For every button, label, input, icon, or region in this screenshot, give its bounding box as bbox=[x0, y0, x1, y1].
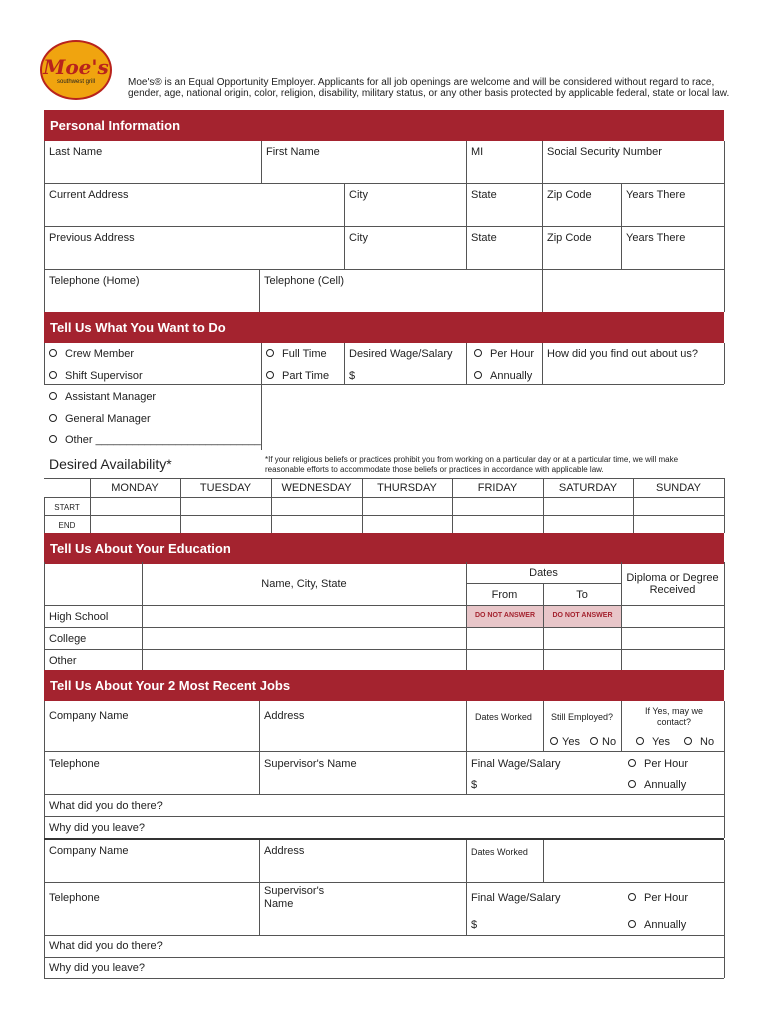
name-city-state-label: Name, City, State bbox=[261, 578, 347, 590]
job1-company-field[interactable]: Company Name bbox=[49, 710, 129, 722]
current-zip-field[interactable]: Zip Code bbox=[547, 189, 592, 201]
job2-what-did-field[interactable]: What did you do there? bbox=[49, 940, 163, 952]
availability-title: Desired Availability* bbox=[49, 456, 172, 472]
job1-final-wage-input[interactable]: $ bbox=[471, 779, 478, 791]
radio-icon bbox=[49, 349, 57, 357]
current-state-field[interactable]: State bbox=[471, 189, 497, 201]
day-tuesday: TUESDAY bbox=[199, 482, 252, 494]
job1-annually-option[interactable]: Annually bbox=[628, 779, 686, 792]
first-name-field[interactable]: First Name bbox=[266, 146, 320, 158]
previous-zip-field[interactable]: Zip Code bbox=[547, 232, 592, 244]
from-label: From bbox=[491, 589, 518, 601]
previous-address-field[interactable]: Previous Address bbox=[49, 232, 135, 244]
job1-address-field[interactable]: Address bbox=[264, 710, 305, 722]
job2-why-leave-field[interactable]: Why did you leave? bbox=[49, 962, 145, 974]
radio-icon bbox=[628, 893, 636, 901]
job2-dates-worked-field[interactable]: Dates Worked bbox=[471, 847, 528, 857]
how-find-field[interactable]: How did you find out about us? bbox=[547, 348, 699, 360]
logo-brand: Moe's bbox=[43, 55, 109, 79]
position-assistant-manager[interactable]: Assistant Manager bbox=[49, 391, 156, 404]
do-not-answer-from: DO NOT ANSWER bbox=[467, 606, 543, 627]
day-friday: FRIDAY bbox=[477, 482, 518, 494]
do-not-answer-to: DO NOT ANSWER bbox=[544, 606, 621, 627]
personal-info-header bbox=[44, 110, 724, 141]
job1-final-wage-label: Final Wage/Salary bbox=[471, 758, 561, 770]
job2-final-wage-input[interactable]: $ bbox=[471, 919, 478, 931]
full-time-option[interactable]: Full Time bbox=[266, 348, 327, 361]
dates-label: Dates bbox=[529, 567, 558, 579]
radio-icon bbox=[474, 349, 482, 357]
education-title: Tell Us About Your Education bbox=[50, 541, 231, 556]
previous-state-field[interactable]: State bbox=[471, 232, 497, 244]
telephone-cell-field[interactable]: Telephone (Cell) bbox=[264, 275, 345, 287]
current-years-field[interactable]: Years There bbox=[626, 189, 686, 201]
desired-wage-label: Desired Wage/Salary bbox=[349, 348, 453, 360]
job1-per-hour-option[interactable]: Per Hour bbox=[628, 758, 688, 771]
day-sunday: SUNDAY bbox=[655, 482, 702, 494]
radio-icon bbox=[550, 737, 558, 745]
job1-dates-worked-field[interactable]: Dates Worked bbox=[475, 712, 532, 722]
job2-final-wage-label: Final Wage/Salary bbox=[471, 892, 561, 904]
day-wednesday: WEDNESDAY bbox=[281, 482, 352, 494]
last-name-field[interactable]: Last Name bbox=[49, 146, 103, 158]
desired-wage-input[interactable]: $ bbox=[349, 370, 356, 382]
radio-icon bbox=[636, 737, 644, 745]
mi-field[interactable]: MI bbox=[471, 146, 484, 158]
current-city-field[interactable]: City bbox=[349, 189, 368, 201]
end-label: END bbox=[58, 521, 76, 530]
jobs-header bbox=[44, 670, 724, 701]
job1-telephone-field[interactable]: Telephone bbox=[49, 758, 100, 770]
radio-icon bbox=[628, 920, 636, 928]
job2-company-field[interactable]: Company Name bbox=[49, 845, 129, 857]
wage-per-hour-option[interactable]: Per Hour bbox=[474, 348, 534, 361]
education-row-college: College bbox=[49, 633, 87, 645]
education-row-high-school: High School bbox=[49, 611, 109, 623]
radio-icon bbox=[49, 435, 57, 443]
logo-tagline: southwest grill bbox=[56, 79, 95, 85]
position-general-manager[interactable]: General Manager bbox=[49, 413, 151, 426]
radio-icon bbox=[590, 737, 598, 745]
job1-contact-no[interactable]: No bbox=[684, 736, 714, 749]
job2-per-hour-option[interactable]: Per Hour bbox=[628, 892, 688, 905]
job2-address-field[interactable]: Address bbox=[264, 845, 305, 857]
radio-icon bbox=[266, 371, 274, 379]
want-header bbox=[44, 312, 724, 343]
telephone-home-field[interactable]: Telephone (Home) bbox=[49, 275, 140, 287]
position-crew-member[interactable]: Crew Member bbox=[49, 348, 134, 361]
education-header bbox=[44, 533, 724, 564]
day-monday: MONDAY bbox=[111, 482, 159, 494]
job1-why-leave-field[interactable]: Why did you leave? bbox=[49, 822, 145, 834]
previous-years-field[interactable]: Years There bbox=[626, 232, 686, 244]
job1-still-employed-no[interactable]: No bbox=[590, 736, 616, 749]
personal-info-title: Personal Information bbox=[50, 118, 181, 133]
job1-may-contact-label: If Yes, may we contact? bbox=[644, 706, 704, 727]
radio-icon bbox=[49, 392, 57, 400]
job2-annually-option[interactable]: Annually bbox=[628, 919, 686, 932]
radio-icon bbox=[628, 759, 636, 767]
intro-line-2: gender, age, national origin, color, religion, disability, military status, or any other basis protected by applicable federal, state or local law. bbox=[128, 88, 730, 99]
job1-still-employed-label: Still Employed? bbox=[551, 712, 614, 722]
radio-icon bbox=[474, 371, 482, 379]
job1-contact-yes[interactable]: Yes bbox=[636, 736, 670, 749]
job2-supervisor-field[interactable]: Supervisor's Name bbox=[264, 885, 325, 910]
job1-what-did-field[interactable]: What did you do there? bbox=[49, 800, 163, 812]
start-label: START bbox=[54, 503, 80, 512]
current-address-field[interactable]: Current Address bbox=[49, 189, 129, 201]
radio-icon bbox=[49, 414, 57, 422]
radio-icon bbox=[628, 780, 636, 788]
intro-line-1: Moe's® is an Equal Opportunity Employer. Applicants for all job openings are welcome and will be considered without regard to race, bbox=[128, 77, 715, 88]
education-row-other: Other bbox=[49, 655, 77, 667]
radio-icon bbox=[684, 737, 692, 745]
moes-logo bbox=[40, 40, 112, 100]
wage-annually-option[interactable]: Annually bbox=[474, 370, 532, 383]
previous-city-field[interactable]: City bbox=[349, 232, 368, 244]
position-other[interactable]: Other ___________________________ bbox=[49, 434, 261, 447]
ssn-field[interactable]: Social Security Number bbox=[547, 146, 662, 158]
want-title: Tell Us What You Want to Do bbox=[50, 320, 226, 335]
part-time-option[interactable]: Part Time bbox=[266, 370, 329, 383]
day-saturday: SATURDAY bbox=[558, 482, 618, 494]
diploma-label: Diploma or Degree Received bbox=[626, 572, 719, 596]
radio-icon bbox=[266, 349, 274, 357]
job1-still-employed-yes[interactable]: Yes bbox=[550, 736, 580, 749]
position-shift-supervisor[interactable]: Shift Supervisor bbox=[49, 370, 143, 383]
religious-note: *If your religious beliefs or practices prohibit you from working on a particular day or at a particular time, we will make reasonable efforts to accommodate those beliefs or practices in accordance with applicable law. bbox=[265, 455, 679, 474]
radio-icon bbox=[49, 371, 57, 379]
job2-telephone-field[interactable]: Telephone bbox=[49, 892, 100, 904]
to-label: To bbox=[576, 589, 588, 601]
day-thursday: THURSDAY bbox=[377, 482, 437, 494]
jobs-title: Tell Us About Your 2 Most Recent Jobs bbox=[50, 678, 291, 693]
job1-supervisor-field[interactable]: Supervisor's Name bbox=[264, 758, 357, 770]
